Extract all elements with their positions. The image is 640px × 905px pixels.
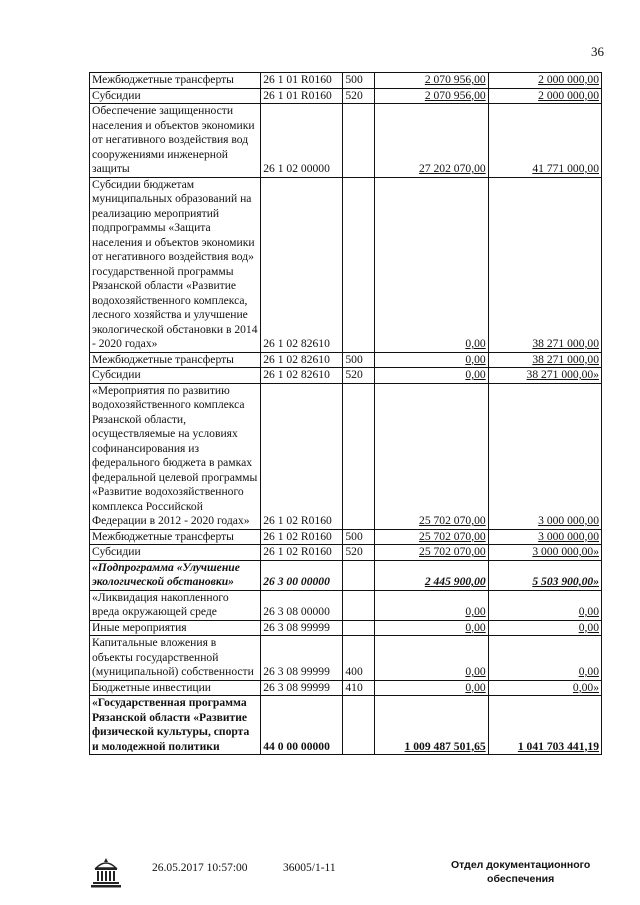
row-code-cell: 26 1 02 82610	[261, 368, 343, 384]
footer-department	[451, 858, 590, 886]
row-type-cell	[343, 104, 375, 178]
amount-value: 2 000 000,00	[538, 73, 599, 86]
amount-value: 25 702 070,00	[419, 529, 486, 543]
row-name-cell: Капитальные вложения в объекты государственной (муниципальной) собственности	[90, 636, 261, 681]
amount-value: 5 503 900,00»	[532, 575, 599, 588]
row-value-2017-cell	[375, 696, 488, 755]
row-value-2018-cell	[488, 529, 601, 545]
row-name-cell: Межбюджетные трансферты	[90, 529, 261, 545]
table-row	[90, 73, 602, 89]
row-value-2018-cell	[488, 590, 601, 620]
department-line-1: Отдел документационного	[451, 859, 591, 871]
amount-value: 41 771 000,00	[532, 162, 599, 175]
row-code-cell: 26 1 02 00000	[261, 104, 343, 178]
table-row	[90, 696, 602, 755]
amount-value: 2 445 900,00	[424, 575, 486, 588]
row-value-2017-cell	[375, 680, 488, 696]
row-value-2018-cell	[488, 545, 601, 561]
table-row	[90, 177, 602, 352]
row-value-2017-cell	[375, 545, 488, 561]
row-value-2017-cell	[375, 88, 488, 104]
row-value-2018-cell	[488, 73, 601, 89]
row-code-cell: 26 3 08 99999	[261, 620, 343, 636]
amount-value: 2 000 000,00	[538, 88, 599, 102]
row-type-cell	[343, 560, 375, 590]
row-code-cell: 26 1 01 R0160	[261, 73, 343, 89]
row-value-2017-cell	[375, 620, 488, 636]
table-row	[90, 590, 602, 620]
amount-value: 38 271 000,00»	[526, 368, 599, 381]
row-name-cell: «Подпрограмма «Улучшение экологической обстановки»	[90, 560, 261, 590]
row-code-cell: 44 0 00 00000	[261, 696, 343, 755]
row-name-cell: Иные мероприятия	[90, 620, 261, 636]
row-name-cell: Бюджетные инвестиции	[90, 680, 261, 696]
row-value-2018-cell	[488, 383, 601, 529]
table-row	[90, 529, 602, 545]
row-type-cell	[343, 590, 375, 620]
row-name-cell: Межбюджетные трансферты	[90, 73, 261, 89]
row-type-cell	[343, 177, 375, 352]
row-type-cell: 410	[343, 680, 375, 696]
row-value-2017-cell	[375, 368, 488, 384]
row-type-cell: 520	[343, 368, 375, 384]
amount-value: 3 000 000,00	[538, 514, 599, 527]
amount-value: 1 009 487 501,65	[404, 739, 486, 753]
amount-value: 2 070 956,00	[424, 73, 486, 86]
row-code-cell: 26 3 08 00000	[261, 590, 343, 620]
row-value-2018-cell	[488, 560, 601, 590]
row-name-cell: Субсидии	[90, 545, 261, 561]
row-value-2017-cell	[375, 177, 488, 352]
amount-value: 38 271 000,00	[532, 337, 599, 350]
row-value-2018-cell	[488, 352, 601, 368]
row-value-2017-cell	[375, 383, 488, 529]
row-code-cell: 26 1 02 82610	[261, 352, 343, 368]
row-name-cell: Межбюджетные трансферты	[90, 352, 261, 368]
row-type-cell	[343, 620, 375, 636]
row-value-2017-cell	[375, 560, 488, 590]
row-value-2018-cell	[488, 177, 601, 352]
row-value-2018-cell	[488, 104, 601, 178]
amount-value: 3 000 000,00	[538, 529, 599, 543]
row-name-cell: Субсидии	[90, 368, 261, 384]
amount-value: 0,00	[465, 665, 486, 678]
row-type-cell: 520	[343, 88, 375, 104]
amount-value: 0,00	[578, 665, 599, 678]
amount-value: 27 202 070,00	[419, 162, 486, 175]
department-line-2: обеспечения	[487, 873, 555, 885]
amount-value: 0,00	[578, 605, 599, 618]
amount-value: 0,00»	[572, 680, 599, 694]
row-type-cell	[343, 696, 375, 755]
row-code-cell: 26 1 02 82610	[261, 177, 343, 352]
table-row	[90, 88, 602, 104]
row-code-cell: 26 3 00 00000	[261, 560, 343, 590]
amount-value: 0,00	[465, 605, 486, 618]
row-value-2018-cell	[488, 680, 601, 696]
amount-value: 2 070 956,00	[424, 88, 486, 102]
row-value-2017-cell	[375, 352, 488, 368]
row-name-cell: «Мероприятия по развитию водохозяйственного комплекса Рязанской области, осуществляемые на условиях софинансирования из федерального бюджета в рамках федеральной целевой программы «Развитие водохозяйственного комплекса Российской Федерации в 2012 - 2020 годах»	[90, 383, 261, 529]
row-value-2018-cell	[488, 696, 601, 755]
row-type-cell: 500	[343, 352, 375, 368]
row-value-2017-cell	[375, 529, 488, 545]
page-footer	[0, 858, 640, 898]
budget-table	[89, 72, 602, 755]
table-row	[90, 620, 602, 636]
row-name-cell: Обеспечение защищенности населения и объектов экономики от негативного воздействия вод сооружениями инженерной защиты	[90, 104, 261, 178]
amount-value: 0,00	[465, 368, 486, 381]
table-row	[90, 383, 602, 529]
row-type-cell: 500	[343, 73, 375, 89]
table-row	[90, 680, 602, 696]
row-code-cell: 26 3 08 99999	[261, 636, 343, 681]
row-code-cell: 26 1 01 R0160	[261, 88, 343, 104]
table-row	[90, 560, 602, 590]
amount-value: 25 702 070,00	[419, 545, 486, 558]
row-name-cell: Субсидии	[90, 88, 261, 104]
table-row	[90, 368, 602, 384]
amount-value: 0,00	[465, 620, 486, 634]
row-name-cell: «Ликвидация накопленного вреда окружающей среде	[90, 590, 261, 620]
row-value-2018-cell	[488, 368, 601, 384]
duma-building-emblem-icon	[88, 856, 124, 890]
amount-value: 0,00	[465, 352, 486, 366]
row-type-cell: 500	[343, 529, 375, 545]
table-row	[90, 636, 602, 681]
row-code-cell: 26 3 08 99999	[261, 680, 343, 696]
row-type-cell	[343, 383, 375, 529]
amount-value: 25 702 070,00	[419, 514, 486, 527]
row-value-2018-cell	[488, 636, 601, 681]
amount-value: 38 271 000,00	[532, 352, 599, 366]
row-name-cell: Субсидии бюджетам муниципальных образований на реализацию мероприятий подпрограммы «Защита населения и объектов экономики от негативного воздействия вод» государственной программы Рязанской области «Развитие водохозяйственного комплекса, лесного хозяйства и улучшение экологической обстановки в 2014 - 2020 годах»	[90, 177, 261, 352]
row-type-cell: 520	[343, 545, 375, 561]
table-row	[90, 545, 602, 561]
amount-value: 1 041 703 441,19	[517, 739, 599, 753]
row-value-2018-cell	[488, 620, 601, 636]
amount-value: 3 000 000,00»	[532, 545, 599, 558]
row-type-cell: 400	[343, 636, 375, 681]
table-row	[90, 352, 602, 368]
page-number: 36	[591, 44, 604, 59]
amount-value: 0,00	[465, 337, 486, 350]
row-value-2018-cell	[488, 88, 601, 104]
row-code-cell: 26 1 02 R0160	[261, 545, 343, 561]
row-value-2017-cell	[375, 590, 488, 620]
table-row	[90, 104, 602, 178]
footer-timestamp: 26.05.2017 10:57:00	[152, 862, 248, 874]
row-code-cell: 26 1 02 R0160	[261, 383, 343, 529]
row-value-2017-cell	[375, 73, 488, 89]
row-name-cell: «Государственная программа Рязанской области «Развитие физической культуры, спорта и молодежной политики	[90, 696, 261, 755]
footer-doc-code: 36005/1-11	[283, 862, 336, 874]
row-value-2017-cell	[375, 104, 488, 178]
row-code-cell: 26 1 02 R0160	[261, 529, 343, 545]
amount-value: 0,00	[578, 620, 599, 634]
amount-value: 0,00	[465, 680, 486, 694]
row-value-2017-cell	[375, 636, 488, 681]
